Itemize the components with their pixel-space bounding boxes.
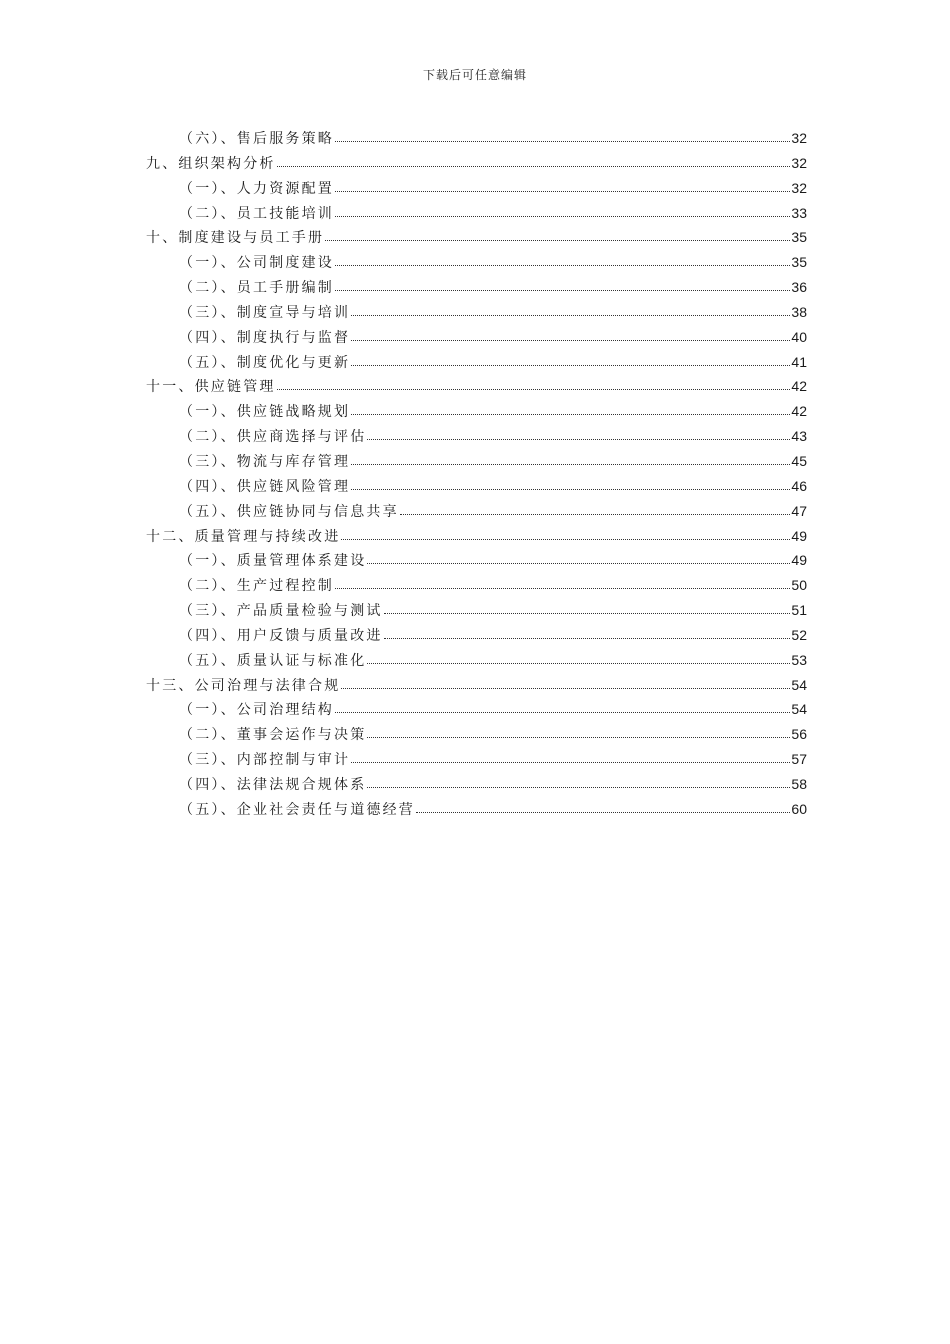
toc-page-number: 53 [791, 651, 807, 668]
toc-entry-title: （三）、产品质量检验与测试 [179, 603, 383, 620]
toc-section-entry[interactable] [146, 548, 807, 573]
toc-page-number: 45 [791, 452, 807, 469]
toc-entry-title: （二）、生产过程控制 [179, 578, 334, 595]
toc-page-number: 41 [791, 353, 807, 370]
toc-dot-leader [351, 750, 790, 764]
toc-entry-title: （五）、质量认证与标准化 [179, 652, 367, 669]
toc-entry-title: （三）、内部控制与审计 [179, 752, 351, 769]
toc-entry-title: （二）、董事会运作与决策 [179, 727, 367, 744]
toc-entry-title: （二）、供应商选择与评估 [179, 429, 367, 446]
toc-entry-title: （五）、制度优化与更新 [179, 354, 351, 371]
toc-page-number: 51 [791, 602, 807, 619]
toc-page-number: 35 [791, 254, 807, 271]
toc-page-number: 35 [791, 229, 807, 246]
toc-page-number: 43 [791, 428, 807, 445]
toc-dot-leader [277, 154, 791, 168]
toc-page-number: 57 [791, 751, 807, 768]
toc-entry-title: （三）、物流与库存管理 [179, 453, 351, 470]
toc-dot-leader [351, 452, 790, 466]
toc-chapter-entry[interactable] [146, 374, 807, 399]
toc-dot-leader [335, 204, 790, 218]
toc-section-entry[interactable] [146, 126, 807, 151]
toc-page-number: 32 [791, 154, 807, 171]
toc-section-entry[interactable] [146, 648, 807, 673]
toc-section-entry[interactable] [146, 399, 807, 424]
toc-entry-title: （四）、供应链风险管理 [179, 478, 351, 495]
toc-page-number: 58 [791, 775, 807, 792]
table-of-contents [146, 126, 807, 822]
toc-page-number: 40 [791, 328, 807, 345]
toc-dot-leader [351, 402, 790, 416]
toc-section-entry[interactable] [146, 250, 807, 275]
toc-dot-leader [367, 775, 790, 789]
toc-dot-leader [335, 179, 790, 193]
toc-dot-leader [367, 651, 790, 665]
toc-dot-leader [351, 303, 790, 317]
toc-section-entry[interactable] [146, 747, 807, 772]
toc-page-number: 32 [791, 179, 807, 196]
toc-entry-title: （三）、制度宣导与培训 [179, 304, 351, 321]
toc-entry-title: （四）、用户反馈与质量改进 [179, 627, 383, 644]
toc-section-entry[interactable] [146, 449, 807, 474]
toc-dot-leader [400, 502, 791, 516]
toc-dot-leader [416, 800, 790, 814]
toc-page-number: 50 [791, 577, 807, 594]
toc-entry-title: （六）、售后服务策略 [179, 131, 334, 147]
toc-section-entry[interactable] [146, 722, 807, 747]
toc-entry-title: （四）、制度执行与监督 [179, 329, 351, 346]
toc-section-entry[interactable] [146, 474, 807, 499]
toc-section-entry[interactable] [146, 275, 807, 300]
toc-entry-title: （二）、员工手册编制 [179, 280, 334, 297]
toc-entry-title: （一）、人力资源配置 [179, 180, 334, 197]
toc-page-number: 42 [791, 403, 807, 420]
toc-entry-title: （五）、供应链协同与信息共享 [179, 503, 399, 520]
toc-section-entry[interactable] [146, 623, 807, 648]
toc-section-entry[interactable] [146, 176, 807, 201]
toc-dot-leader [351, 328, 790, 342]
toc-dot-leader [351, 353, 790, 367]
toc-entry-title: （一）、供应链战略规划 [179, 404, 351, 421]
page-header: 下载后可任意编辑 [422, 68, 527, 82]
toc-page-number: 36 [791, 279, 807, 296]
toc-page-number: 49 [791, 552, 807, 569]
toc-section-entry[interactable] [146, 598, 807, 623]
toc-dot-leader [367, 427, 790, 441]
toc-section-entry[interactable] [146, 424, 807, 449]
toc-dot-leader [335, 700, 790, 714]
toc-entry-title: 十、制度建设与员工手册 [146, 230, 325, 247]
toc-dot-leader [335, 253, 790, 267]
toc-page-number: 33 [791, 204, 807, 221]
toc-section-entry[interactable] [146, 797, 807, 822]
toc-entry-title: （一）、质量管理体系建设 [179, 553, 367, 570]
toc-section-entry[interactable] [146, 573, 807, 598]
toc-entry-title: 九、组织架构分析 [146, 155, 276, 172]
toc-dot-leader [341, 527, 790, 541]
toc-page-number: 38 [791, 303, 807, 320]
toc-entry-title: （二）、员工技能培训 [179, 205, 334, 222]
toc-dot-leader [384, 626, 791, 640]
toc-dot-leader [335, 278, 790, 292]
toc-dot-leader [384, 601, 791, 615]
toc-page-number: 47 [791, 502, 807, 519]
toc-section-entry[interactable] [146, 201, 807, 226]
toc-page-number: 42 [791, 378, 807, 395]
toc-entry-title: （五）、企业社会责任与道德经营 [179, 801, 415, 818]
toc-section-entry[interactable] [146, 697, 807, 722]
toc-dot-leader [325, 228, 790, 242]
toc-entry-title: （四）、法律法规合规体系 [179, 776, 367, 793]
toc-page-number: 54 [791, 676, 807, 693]
toc-dot-leader [335, 576, 790, 590]
toc-entry-title: （一）、公司治理结构 [179, 702, 334, 719]
toc-chapter-entry[interactable] [146, 225, 807, 250]
toc-section-entry[interactable] [146, 325, 807, 350]
toc-chapter-entry[interactable] [146, 673, 807, 698]
toc-page-number: 32 [791, 130, 807, 146]
toc-dot-leader [335, 129, 790, 143]
toc-dot-leader [367, 725, 790, 739]
toc-dot-leader [367, 551, 790, 565]
toc-entry-title: 十二、质量管理与持续改进 [146, 528, 341, 545]
toc-entry-title: 十三、公司治理与法律合规 [146, 677, 341, 694]
toc-chapter-entry[interactable] [146, 151, 807, 176]
toc-dot-leader [351, 477, 790, 491]
toc-page-number: 56 [791, 726, 807, 743]
toc-section-entry[interactable] [146, 350, 807, 375]
toc-page-number: 60 [791, 800, 807, 817]
toc-page-number: 49 [791, 527, 807, 544]
toc-page-number: 54 [791, 701, 807, 718]
toc-dot-leader [341, 676, 790, 690]
toc-entry-title: （一）、公司制度建设 [179, 255, 334, 272]
toc-section-entry[interactable] [146, 772, 807, 797]
toc-entry-title: 十一、供应链管理 [146, 379, 276, 396]
toc-page-number: 46 [791, 477, 807, 494]
toc-section-entry[interactable] [146, 499, 807, 524]
toc-page-number: 52 [791, 626, 807, 643]
toc-dot-leader [277, 377, 791, 391]
toc-chapter-entry[interactable] [146, 524, 807, 549]
toc-section-entry[interactable] [146, 300, 807, 325]
